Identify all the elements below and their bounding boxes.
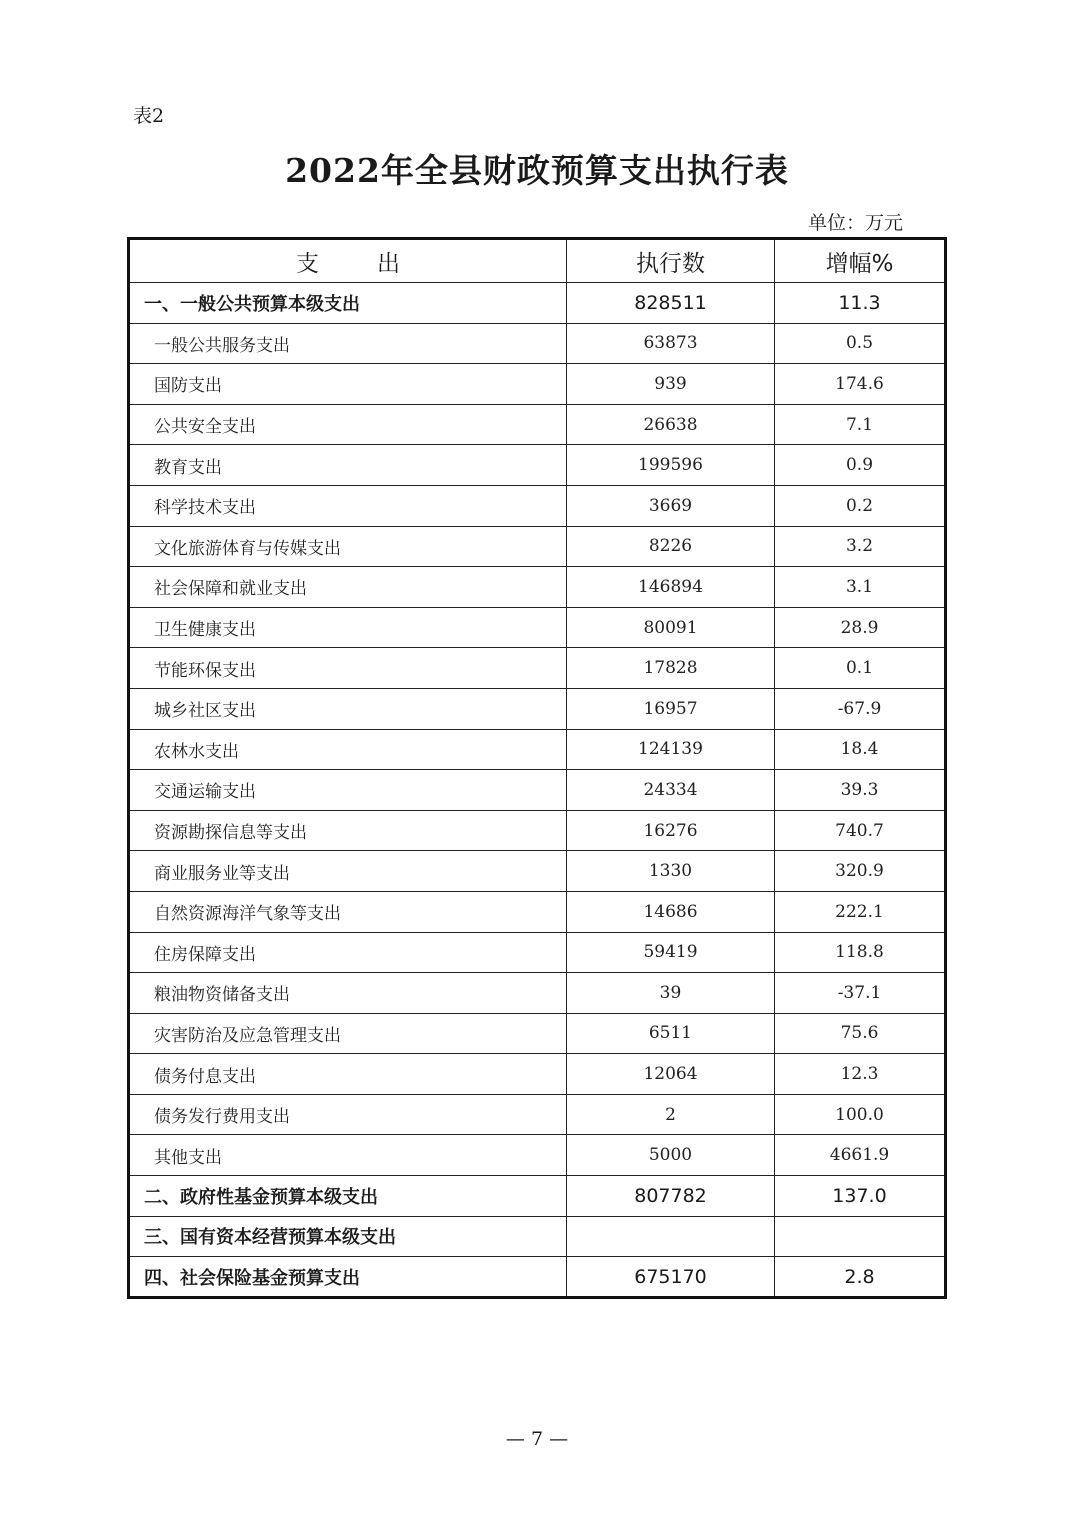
row-growth-rate: 3.1 [775,567,946,608]
row-growth-rate: 0.2 [775,485,946,526]
row-category: 三、国有资本经营预算本级支出 [129,1216,567,1257]
row-category: 国防支出 [129,364,567,405]
row-executed-amount: 16957 [567,688,775,729]
row-executed-amount: 2 [567,1094,775,1135]
row-growth-rate: 28.9 [775,607,946,648]
row-executed-amount: 124139 [567,729,775,770]
row-executed-amount: 1330 [567,851,775,892]
row-executed-amount: 12064 [567,1054,775,1095]
row-category: 节能环保支出 [129,648,567,689]
row-growth-rate: 2.8 [775,1257,946,1298]
table-row [129,851,946,892]
row-category: 城乡社区支出 [129,688,567,729]
table-label: 表2 [133,105,165,127]
row-growth-rate: 4661.9 [775,1135,946,1176]
unit-label: 单位：万元 [808,212,904,234]
row-growth-rate: -37.1 [775,973,946,1014]
row-executed-amount: 24334 [567,770,775,811]
table-row [129,283,946,324]
table-row [129,1013,946,1054]
row-executed-amount: 17828 [567,648,775,689]
row-growth-rate: 0.5 [775,323,946,364]
table-row [129,404,946,445]
row-category: 社会保障和就业支出 [129,567,567,608]
row-growth-rate: 100.0 [775,1094,946,1135]
table-row [129,1094,946,1135]
row-executed-amount: 59419 [567,932,775,973]
row-category: 一般公共服务支出 [129,323,567,364]
table-row [129,770,946,811]
row-executed-amount: 939 [567,364,775,405]
row-category: 粮油物资储备支出 [129,973,567,1014]
row-growth-rate: 11.3 [775,283,946,324]
row-executed-amount: 26638 [567,404,775,445]
row-category: 资源勘探信息等支出 [129,810,567,851]
row-category: 教育支出 [129,445,567,486]
row-category: 债务发行费用支出 [129,1094,567,1135]
row-growth-rate: 18.4 [775,729,946,770]
table-row [129,485,946,526]
table-row [129,810,946,851]
row-category: 住房保障支出 [129,932,567,973]
row-growth-rate: 137.0 [775,1176,946,1217]
table-row [129,445,946,486]
table-row [129,932,946,973]
row-executed-amount: 80091 [567,607,775,648]
row-growth-rate: 3.2 [775,526,946,567]
row-executed-amount: 16276 [567,810,775,851]
row-growth-rate [775,1216,946,1257]
row-category: 灾害防治及应急管理支出 [129,1013,567,1054]
row-category: 农林水支出 [129,729,567,770]
row-growth-rate: 740.7 [775,810,946,851]
table-row [129,729,946,770]
row-category: 其他支出 [129,1135,567,1176]
row-executed-amount: 5000 [567,1135,775,1176]
row-executed-amount: 14686 [567,891,775,932]
row-executed-amount: 8226 [567,526,775,567]
table-row [129,648,946,689]
row-growth-rate: 0.1 [775,648,946,689]
row-growth-rate: 174.6 [775,364,946,405]
header-growth-rate: 增幅% [775,239,946,283]
row-category: 一、一般公共预算本级支出 [129,283,567,324]
row-growth-rate: 39.3 [775,770,946,811]
table-row [129,567,946,608]
row-executed-amount: 3669 [567,485,775,526]
row-category: 公共安全支出 [129,404,567,445]
row-category: 科学技术支出 [129,485,567,526]
row-category: 自然资源海洋气象等支出 [129,891,567,932]
row-executed-amount: 199596 [567,445,775,486]
row-category: 债务付息支出 [129,1054,567,1095]
table-row [129,607,946,648]
table-row [129,323,946,364]
row-category: 商业服务业等支出 [129,851,567,892]
row-executed-amount: 828511 [567,283,775,324]
page-title: 2022年全县财政预算支出执行表 [285,151,789,190]
row-category: 交通运输支出 [129,770,567,811]
header-executed-amount: 执行数 [567,239,775,283]
row-category: 卫生健康支出 [129,607,567,648]
table-header-row [129,239,946,283]
row-category: 文化旅游体育与传媒支出 [129,526,567,567]
table-row [129,891,946,932]
row-growth-rate: 118.8 [775,932,946,973]
page-number: — 7 — [505,1428,569,1450]
table-row [129,1176,946,1217]
table-row [129,364,946,405]
row-growth-rate: 320.9 [775,851,946,892]
row-category: 二、政府性基金预算本级支出 [129,1176,567,1217]
row-growth-rate: 0.9 [775,445,946,486]
row-executed-amount: 39 [567,973,775,1014]
row-growth-rate: 7.1 [775,404,946,445]
row-executed-amount: 675170 [567,1257,775,1298]
row-executed-amount: 63873 [567,323,775,364]
table-row [129,688,946,729]
table-row [129,1054,946,1095]
row-executed-amount [567,1216,775,1257]
row-category: 四、社会保险基金预算支出 [129,1257,567,1298]
row-growth-rate: 75.6 [775,1013,946,1054]
budget-expenditure-table [127,237,947,1299]
row-growth-rate: -67.9 [775,688,946,729]
header-expenditure: 支出 [129,239,567,283]
table-row [129,1257,946,1298]
table-row [129,973,946,1014]
row-executed-amount: 807782 [567,1176,775,1217]
row-growth-rate: 222.1 [775,891,946,932]
table-row [129,1135,946,1176]
row-executed-amount: 146894 [567,567,775,608]
table-row [129,1216,946,1257]
row-growth-rate: 12.3 [775,1054,946,1095]
table-row [129,526,946,567]
row-executed-amount: 6511 [567,1013,775,1054]
